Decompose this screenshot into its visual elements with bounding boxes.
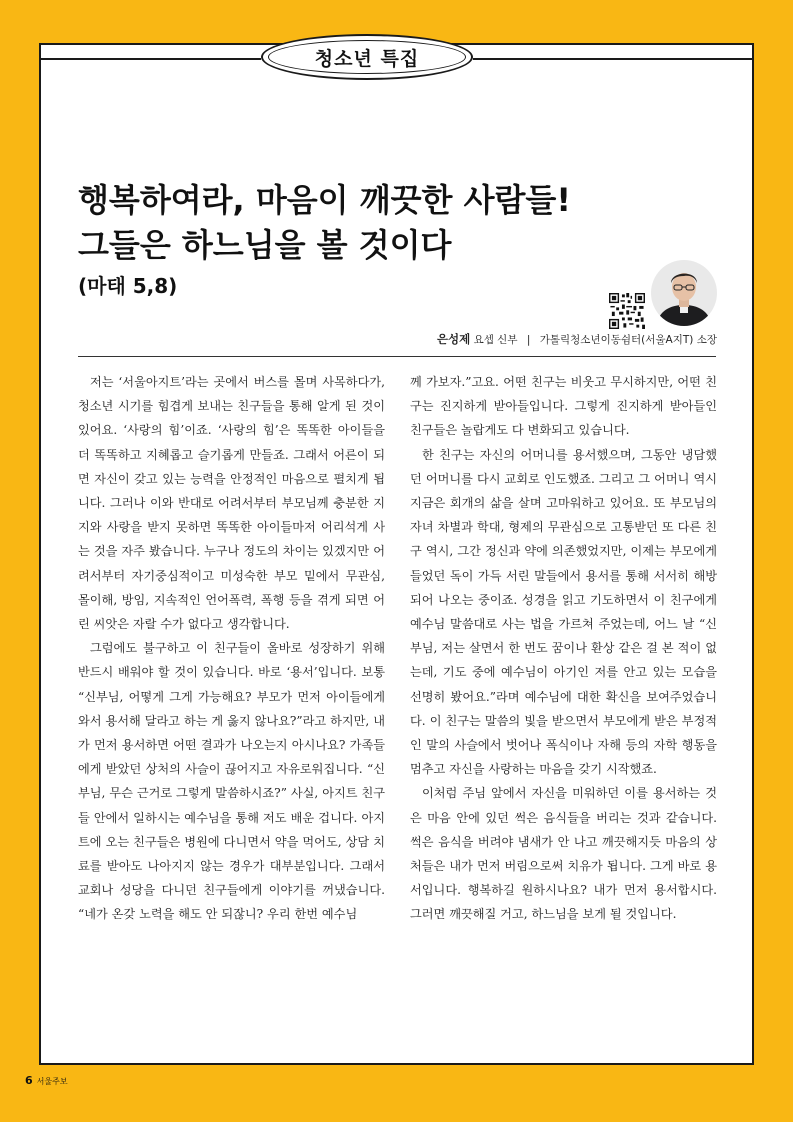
author-affiliation: 가톨릭청소년이동쉼터(서울A지T) 소장 [539,334,717,346]
article-column-left [78,370,385,927]
page-number: 6 [25,1074,33,1087]
author-byline [437,331,717,347]
body-paragraph: 한 친구는 자신의 어머니를 용서했으며, 그동안 냉담했던 어머니를 다시 교회로 인도했죠. 그리고 그 어머니 역시 지금은 회개의 삶을 살며 고마워하고 있어요. 또 부모님의 자녀 차별과 학대, 형제의 무관심으로 고통받던 또 다른 친구 역시, 그간 정신과 약에 의존했었지만, 이제는 부모에게 들었던 독이 가득 서린 말들에서 용서를 통해 서서히 해방되어 나오는 중이죠. 성경을 읽고 기도하면서 이 친구에게 예수님 말씀대로 사는 법을 가르쳐 주었는데, 어느 날 “신부님, 저는 살면서 한 번도 꿈이나 환상 같은 걸 본 적이 없는데, 기도 중에 예수님이 아기인 저를 안고 있는 모습을 선명히 봤어요.”라며 예수님에 대한 확신을 보여주었습니다. 이 친구는 말씀의 빛을 받으면서 부모에게 받은 부정적인 말의 사슬에서 벗어나 폭식이나 자해 등의 자학 행동을 멈추고 자신을 사랑하는 마음을 갖기 시작했죠. [410,447,717,777]
publication-name: 서울주보 [36,1077,68,1086]
byline-separator: | [526,334,531,346]
article-column-right [410,370,717,927]
section-badge [261,34,473,80]
author-role: 요셉 신부 [473,334,518,346]
page-footer [25,1074,68,1087]
article-title-line1: 행복하여라, 마음이 깨끗한 사람들! [78,181,571,219]
author-photo [650,259,718,327]
section-label: 청소년 특집 [268,40,466,74]
qr-code-icon[interactable] [609,293,645,329]
body-paragraph: 저는 ‘서울아지트’라는 곳에서 버스를 몰며 사목하다가, 청소년 시기를 힘겹게 보내는 친구들을 통해 알게 된 것이 있어요. ‘사랑의 힘’이죠. ‘사랑의 힘’은 똑똑한 아이들을 더 똑똑하고 지혜롭고 슬기롭게 만들죠. 그래서 어른이 되면 자신이 갖고 있는 능력을 안정적인 마음으로 펼치게 됩니다. 그러나 이와 반대로 어려서부터 부모님께 충분한 지지와 사랑을 받지 못하면 똑똑한 아이들마저 어리석게 사는 것을 자주 봤습니다. 누구나 정도의 차이는 있겠지만 어려서부터 자기중심적이고 미성숙한 부모 밑에서 무관심, 몰이해, 방임, 지속적인 언어폭력, 폭행 등을 겪게 되면 어린 씨앗은 자랄 수가 없다고 생각합니다. [78,375,385,632]
article-title [78,178,571,268]
body-paragraph: 그럼에도 불구하고 이 친구들이 올바로 성장하기 위해 반드시 배워야 할 것이 있습니다. 바로 ‘용서’입니다. 보통 “신부님, 어떻게 그게 가능해요? 부모가 먼저 아이들에게 와서 용서해 달라고 하는 게 옳지 않나요?”라고 하지만, 내가 먼저 용서하면 어떤 결과가 나오는지 아시나요? 가족들에게 받았던 상처의 사슬이 끊어지고 자유로워집니다. “신부님, 무슨 근거로 그렇게 말씀하시죠?” 사실, 아지트 친구들 안에서 일하시는 예수님을 통해 저도 배운 겁니다. 아지트에 오는 친구들은 병원에 다니면서 약을 먹어도, 상담 치료를 받아도 나아지지 않는 경우가 대부분입니다. 그래서 교회나 성당을 다니던 친구들에게 이야기를 꺼냈습니다. “네가 온갖 노력을 해도 안 되잖니? 우리 한번 예수님 [78,641,385,922]
article-rule [78,356,716,357]
section-divider-left [41,58,261,60]
author-name: 은성제 [436,332,471,346]
body-paragraph-continued: 께 가보자.”고요. 어떤 친구는 비웃고 무시하지만, 어떤 친구는 진지하게 받아들입니다. 그렇게 진지하게 받아들인 친구들은 놀랍게도 다 변화되고 있습니다. [410,375,717,438]
body-paragraph: 이처럼 주님 앞에서 자신을 미워하던 이를 용서하는 것은 마음 안에 있던 썩은 음식들을 버리는 것과 같습니다. 썩은 음식을 버려야 냄새가 안 나고 깨끗해지듯 마음의 상처들은 내가 먼저 버림으로써 치유가 됩니다. 그게 바로 용서입니다. 행복하길 원하시나요? 내가 먼저 용서합시다. 그러면 깨끗해질 거고, 하느님을 보게 될 것입니다. [410,786,717,922]
section-divider-right [473,58,752,60]
scripture-reference: (마태 5,8) [78,274,178,298]
article-title-line2: 그들은 하느님을 볼 것이다 [78,226,452,264]
